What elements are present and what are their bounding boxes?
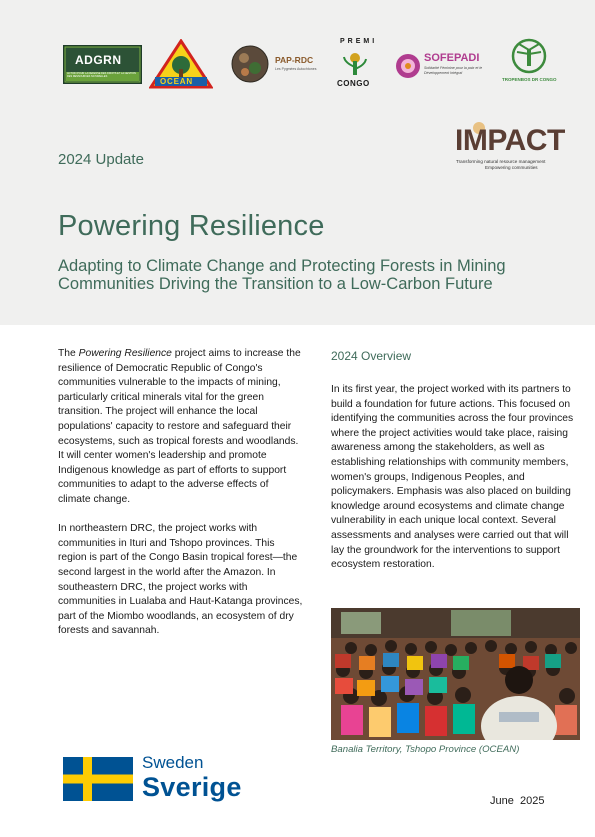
- publication-date: June 2025: [490, 795, 545, 807]
- update-label: 2024 Update: [58, 151, 144, 168]
- intro-column: [58, 347, 303, 653]
- premi-logo-bottom: CONGO: [337, 79, 370, 88]
- overview-heading: 2024 Overview: [331, 349, 412, 363]
- sweden-label: Sweden: [142, 753, 204, 772]
- intro-text-prefix: The: [58, 348, 79, 359]
- impact-logo-tagline-1: Transforming natural resource management: [456, 159, 546, 164]
- intro-paragraph-2: In northeastern DRC, the project works with communities in Ituri and Tshopo provinces. This region is part of the Congo Basin tropical forest—the second largest in the world after the Amazon. In southeastern DRC, the project works with communities in Lualaba and Haut-Katanga provinces, part of the Miombo woodlands, an ecosystem of dry forests and savannah.: [58, 523, 303, 637]
- sofepadi-logo-tagline: Solidarité Féminine pour la paix et le Développement Intégral: [424, 66, 483, 75]
- impact-logo-name: IMPACT: [455, 124, 565, 157]
- ocean-logo: [149, 39, 213, 89]
- pap-rdc-logo: [230, 44, 322, 84]
- adgrn-logo-tagline: ACTION POUR LA DEFENSE DES DROITS ET LA GESTION DES RESSOURCES NATURELLES: [67, 72, 136, 78]
- intro-paragraph-1: [58, 347, 303, 508]
- tropenbos-logo: [500, 38, 558, 90]
- sofepadi-logo-name: SOFEPADI: [424, 52, 480, 64]
- overview-column: [331, 383, 579, 573]
- pap-rdc-logo-tagline: Les Pygmées Autochtones: [275, 67, 317, 71]
- premi-logo-top: PREMI: [340, 38, 378, 45]
- sverige-label: Sverige: [142, 772, 242, 802]
- ocean-logo-name: OCEAN: [160, 77, 193, 86]
- pap-rdc-logo-name: PAP-RDC: [275, 55, 314, 65]
- intro-text-rest: project aims to increase the resilience of Democratic Republic of Congo's communities vulnerable to the impacts of mining, particularly critical minerals vital for the green transition. The project will enhance the local populations' capacity to restore and safeguard their ecosystems, such as tropical forests and woodlands. It will center women's leadership and promote Indigenous knowledge as part of efforts to support communities to adapt to the adverse effects of climate change.: [58, 348, 301, 505]
- sweden-wordmark: [142, 753, 242, 801]
- adgrn-logo-name: ADGRN: [75, 53, 122, 67]
- page-title: Powering Resilience: [58, 210, 325, 242]
- photo-caption: Banalia Territory, Tshopo Province (OCEAN): [331, 744, 520, 755]
- adgrn-logo: [63, 45, 142, 84]
- project-name: Powering Resilience: [78, 348, 172, 359]
- sweden-flag-icon: [63, 757, 133, 801]
- sofepadi-logo: [395, 51, 495, 81]
- overview-paragraph: In its first year, the project worked with its partners to build a foundation for future actions. This focused on identifying the communities across the four provinces where the project activities would take place, raising awareness among the stakeholders, as well as establishing relationships with community members, women's groups, Indigenous Peoples, and policymakers. Emphasis was also placed on building knowledge around ecosystems and climate change vulnerability in each unique local context. Several assessments and analyses were carried out that will lay the groundwork for the interventions to support ecosystem restoration.: [331, 384, 574, 571]
- premi-congo-logo: [330, 38, 380, 90]
- impact-logo-tagline-2: Empowering communities: [485, 165, 538, 170]
- impact-logo: [455, 122, 565, 174]
- page-subtitle: Adapting to Climate Change and Protecting Forests in Mining Communities Driving the Transition to a Low-Carbon Future: [58, 257, 506, 293]
- community-meeting-photo: [331, 608, 580, 740]
- tropenbos-logo-name: TROPENBOS DR CONGO: [502, 77, 557, 82]
